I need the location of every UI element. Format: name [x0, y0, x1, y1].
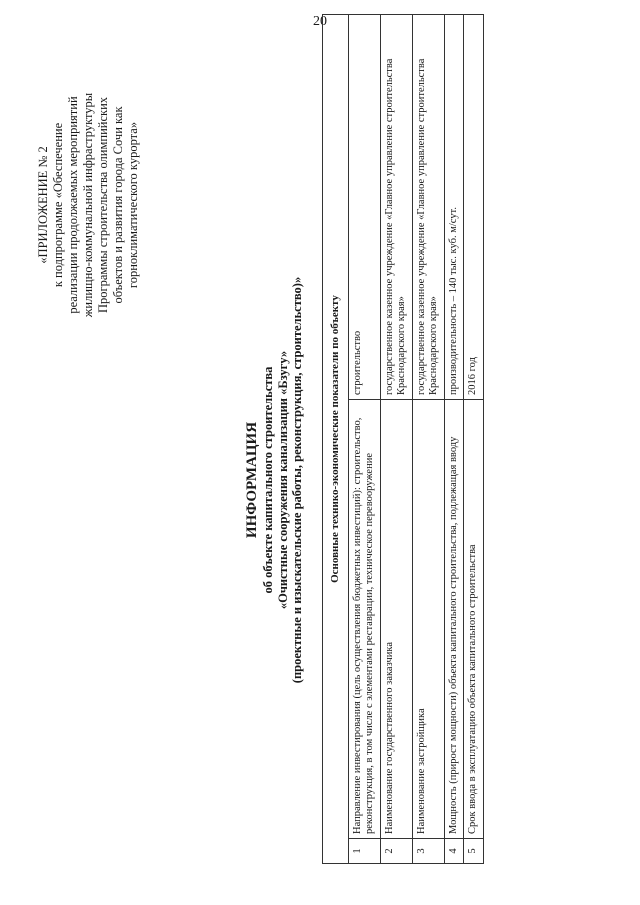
table-header-row: [323, 15, 349, 864]
table-row: [348, 15, 380, 864]
table-row: [444, 15, 464, 864]
appendix-line: объектов и развития города Сочи как: [111, 106, 125, 304]
row-number: 3: [412, 839, 444, 864]
row-name: Срок ввода в эксплуатацию объекта капитального строительства: [464, 400, 484, 839]
appendix-line: реализации продолжаемых мероприятий: [66, 96, 80, 314]
row-name: Направление инвестирования (цель осуществления бюджетных инвестиций): строительство, реконструкция, в том числе с элементами реставрации, техническое перевооружение: [348, 400, 380, 839]
appendix-line: Программы строительства олимпийских: [96, 96, 110, 314]
rotated-page-content: [36, 20, 626, 880]
row-number: 4: [444, 839, 464, 864]
appendix-line: жилищно-коммунальной инфраструктуры: [81, 92, 95, 318]
document-heading: [243, 190, 305, 770]
table-row: [412, 15, 444, 864]
row-value: государственное казенное учреждение «Главное управление строительства Краснодарского края»: [412, 15, 444, 400]
appendix-line: «ПРИЛОЖЕНИЕ № 2: [36, 146, 50, 264]
appendix-line: к подпрограмме «Обеспечение: [51, 122, 65, 288]
heading-line: «Очистные сооружения канализации «Бзугу»: [275, 350, 290, 610]
indicators-table: [322, 14, 484, 864]
table-header: Основные технико-экономические показатели по объекту: [323, 15, 349, 864]
heading-title: ИНФОРМАЦИЯ: [244, 421, 260, 539]
appendix-block: [36, 70, 141, 340]
row-name: Наименование государственного заказчика: [380, 400, 412, 839]
appendix-line: горноклиматического курорта»: [126, 121, 140, 289]
heading-line: (проектные и изыскательские работы, реконструкция, строительство)»: [290, 276, 304, 684]
table-row: [380, 15, 412, 864]
page-number: 20: [313, 14, 327, 29]
row-number: 1: [348, 839, 380, 864]
row-value: строительство: [348, 15, 380, 400]
heading-line: об объекте капитального строительства: [261, 366, 275, 594]
row-number: 5: [464, 839, 484, 864]
row-value: государственное казенное учреждение «Главное управление строительства Краснодарского края»: [380, 15, 412, 400]
row-name: Наименование застройщика: [412, 400, 444, 839]
row-number: 2: [380, 839, 412, 864]
table-row: [464, 15, 484, 864]
row-value: 2016 год: [464, 15, 484, 400]
row-name: Мощность (прирост мощности) объекта капитального строительства, подлежащая вводу: [444, 400, 464, 839]
row-value: производительность – 140 тыс. куб. м/сут.: [444, 15, 464, 400]
